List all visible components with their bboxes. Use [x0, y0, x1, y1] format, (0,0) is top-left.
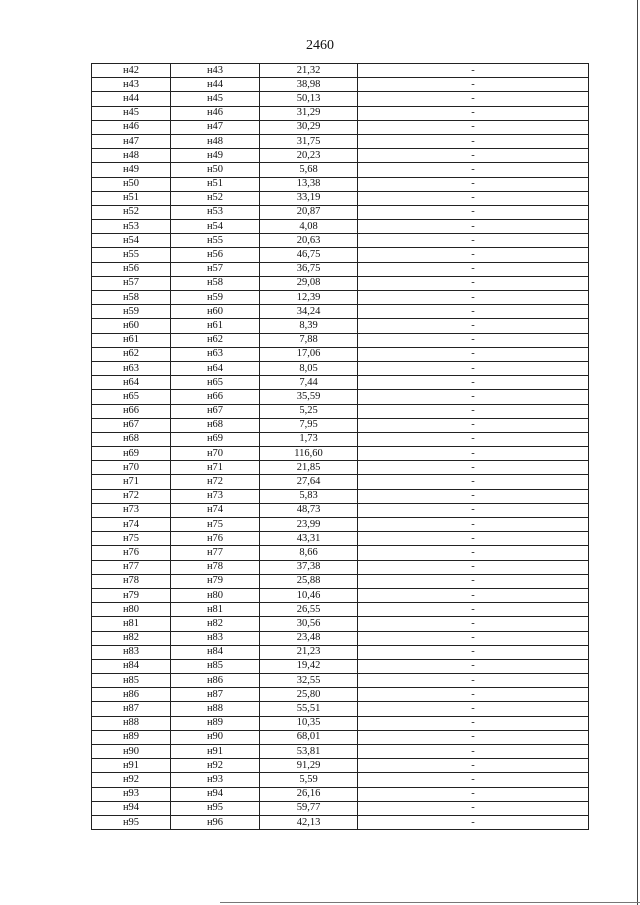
to-point-cell: н81	[171, 603, 260, 617]
table-row	[92, 291, 589, 305]
note-cell: -	[358, 674, 589, 688]
table-row	[92, 659, 589, 673]
length-cell: 4,08	[260, 220, 358, 234]
length-cell: 5,59	[260, 773, 358, 787]
table-row	[92, 546, 589, 560]
table-row	[92, 560, 589, 574]
from-point-cell: н90	[92, 745, 171, 759]
to-point-cell: н44	[171, 78, 260, 92]
table-row	[92, 574, 589, 588]
from-point-cell: н60	[92, 319, 171, 333]
to-point-cell: н56	[171, 248, 260, 262]
from-point-cell: н66	[92, 404, 171, 418]
to-point-cell: н93	[171, 773, 260, 787]
length-cell: 33,19	[260, 191, 358, 205]
length-cell: 32,55	[260, 674, 358, 688]
table-row	[92, 461, 589, 475]
to-point-cell: н77	[171, 546, 260, 560]
from-point-cell: н63	[92, 361, 171, 375]
from-point-cell: н47	[92, 134, 171, 148]
table-row	[92, 262, 589, 276]
scan-edge-line	[637, 0, 638, 905]
table-row	[92, 475, 589, 489]
table-row	[92, 333, 589, 347]
note-cell: -	[358, 815, 589, 829]
note-cell: -	[358, 631, 589, 645]
from-point-cell: н71	[92, 475, 171, 489]
note-cell: -	[358, 191, 589, 205]
note-cell: -	[358, 291, 589, 305]
note-cell: -	[358, 745, 589, 759]
table-row	[92, 305, 589, 319]
from-point-cell: н91	[92, 759, 171, 773]
table-row	[92, 787, 589, 801]
from-point-cell: н52	[92, 205, 171, 219]
length-cell: 42,13	[260, 815, 358, 829]
from-point-cell: н67	[92, 418, 171, 432]
to-point-cell: н57	[171, 262, 260, 276]
table-row	[92, 120, 589, 134]
table-row	[92, 418, 589, 432]
to-point-cell: н47	[171, 120, 260, 134]
note-cell: -	[358, 503, 589, 517]
note-cell: -	[358, 475, 589, 489]
note-cell: -	[358, 518, 589, 532]
to-point-cell: н52	[171, 191, 260, 205]
note-cell: -	[358, 645, 589, 659]
length-cell: 30,56	[260, 617, 358, 631]
note-cell: -	[358, 177, 589, 191]
to-point-cell: н53	[171, 205, 260, 219]
to-point-cell: н91	[171, 745, 260, 759]
length-cell: 1,73	[260, 432, 358, 446]
from-point-cell: н44	[92, 92, 171, 106]
to-point-cell: н68	[171, 418, 260, 432]
table-row	[92, 134, 589, 148]
length-cell: 31,29	[260, 106, 358, 120]
from-point-cell: н74	[92, 518, 171, 532]
length-cell: 13,38	[260, 177, 358, 191]
length-cell: 26,55	[260, 603, 358, 617]
table-body	[92, 64, 589, 830]
to-point-cell: н74	[171, 503, 260, 517]
from-point-cell: н75	[92, 532, 171, 546]
length-cell: 53,81	[260, 745, 358, 759]
note-cell: -	[358, 106, 589, 120]
from-point-cell: н59	[92, 305, 171, 319]
to-point-cell: н55	[171, 234, 260, 248]
table-row	[92, 149, 589, 163]
to-point-cell: н90	[171, 730, 260, 744]
to-point-cell: н45	[171, 92, 260, 106]
to-point-cell: н67	[171, 404, 260, 418]
to-point-cell: н70	[171, 447, 260, 461]
note-cell: -	[358, 163, 589, 177]
from-point-cell: н95	[92, 815, 171, 829]
note-cell: -	[358, 546, 589, 560]
length-cell: 8,66	[260, 546, 358, 560]
to-point-cell: н71	[171, 461, 260, 475]
note-cell: -	[358, 432, 589, 446]
note-cell: -	[358, 773, 589, 787]
note-cell: -	[358, 305, 589, 319]
table-row	[92, 759, 589, 773]
length-cell: 26,16	[260, 787, 358, 801]
to-point-cell: н46	[171, 106, 260, 120]
note-cell: -	[358, 361, 589, 375]
page-number: 2460	[306, 38, 334, 53]
from-point-cell: н54	[92, 234, 171, 248]
table-row	[92, 645, 589, 659]
to-point-cell: н89	[171, 716, 260, 730]
table-row	[92, 773, 589, 787]
to-point-cell: н48	[171, 134, 260, 148]
note-cell: -	[358, 205, 589, 219]
to-point-cell: н92	[171, 759, 260, 773]
to-point-cell: н66	[171, 390, 260, 404]
from-point-cell: н55	[92, 248, 171, 262]
table-row	[92, 532, 589, 546]
to-point-cell: н78	[171, 560, 260, 574]
note-cell: -	[358, 390, 589, 404]
table-row	[92, 361, 589, 375]
from-point-cell: н76	[92, 546, 171, 560]
from-point-cell: н85	[92, 674, 171, 688]
length-cell: 10,46	[260, 588, 358, 602]
length-cell: 7,44	[260, 376, 358, 390]
to-point-cell: н79	[171, 574, 260, 588]
length-cell: 12,39	[260, 291, 358, 305]
table-row	[92, 617, 589, 631]
note-cell: -	[358, 447, 589, 461]
length-cell: 91,29	[260, 759, 358, 773]
note-cell: -	[358, 574, 589, 588]
table-row	[92, 815, 589, 829]
length-cell: 8,39	[260, 319, 358, 333]
from-point-cell: н51	[92, 191, 171, 205]
length-cell: 20,63	[260, 234, 358, 248]
table-row	[92, 447, 589, 461]
from-point-cell: н93	[92, 787, 171, 801]
note-cell: -	[358, 319, 589, 333]
table-row	[92, 319, 589, 333]
from-point-cell: н77	[92, 560, 171, 574]
length-cell: 34,24	[260, 305, 358, 319]
note-cell: -	[358, 418, 589, 432]
from-point-cell: н58	[92, 291, 171, 305]
length-cell: 25,80	[260, 688, 358, 702]
length-cell: 27,64	[260, 475, 358, 489]
table-row	[92, 518, 589, 532]
to-point-cell: н80	[171, 588, 260, 602]
length-cell: 36,75	[260, 262, 358, 276]
note-cell: -	[358, 702, 589, 716]
from-point-cell: н83	[92, 645, 171, 659]
note-cell: -	[358, 532, 589, 546]
from-point-cell: н56	[92, 262, 171, 276]
to-point-cell: н60	[171, 305, 260, 319]
length-cell: 37,38	[260, 560, 358, 574]
table-row	[92, 163, 589, 177]
table-row	[92, 347, 589, 361]
table-row	[92, 432, 589, 446]
note-cell: -	[358, 64, 589, 78]
to-point-cell: н94	[171, 787, 260, 801]
note-cell: -	[358, 333, 589, 347]
to-point-cell: н73	[171, 489, 260, 503]
table-row	[92, 801, 589, 815]
from-point-cell: н79	[92, 588, 171, 602]
length-cell: 8,05	[260, 361, 358, 375]
length-cell: 7,95	[260, 418, 358, 432]
length-cell: 5,83	[260, 489, 358, 503]
from-point-cell: н73	[92, 503, 171, 517]
table-row	[92, 205, 589, 219]
table-row	[92, 220, 589, 234]
from-point-cell: н46	[92, 120, 171, 134]
length-cell: 48,73	[260, 503, 358, 517]
from-point-cell: н88	[92, 716, 171, 730]
table-row	[92, 191, 589, 205]
from-point-cell: н87	[92, 702, 171, 716]
table-row	[92, 702, 589, 716]
table-row	[92, 745, 589, 759]
to-point-cell: н88	[171, 702, 260, 716]
length-cell: 10,35	[260, 716, 358, 730]
to-point-cell: н83	[171, 631, 260, 645]
to-point-cell: н64	[171, 361, 260, 375]
from-point-cell: н57	[92, 276, 171, 290]
note-cell: -	[358, 461, 589, 475]
length-cell: 46,75	[260, 248, 358, 262]
note-cell: -	[358, 603, 589, 617]
length-cell: 38,98	[260, 78, 358, 92]
to-point-cell: н54	[171, 220, 260, 234]
length-cell: 5,25	[260, 404, 358, 418]
table-row	[92, 603, 589, 617]
note-cell: -	[358, 220, 589, 234]
length-cell: 35,59	[260, 390, 358, 404]
to-point-cell: н82	[171, 617, 260, 631]
to-point-cell: н85	[171, 659, 260, 673]
length-cell: 17,06	[260, 347, 358, 361]
table-row	[92, 276, 589, 290]
note-cell: -	[358, 149, 589, 163]
note-cell: -	[358, 78, 589, 92]
note-cell: -	[358, 276, 589, 290]
from-point-cell: н50	[92, 177, 171, 191]
to-point-cell: н58	[171, 276, 260, 290]
from-point-cell: н80	[92, 603, 171, 617]
to-point-cell: н76	[171, 532, 260, 546]
to-point-cell: н49	[171, 149, 260, 163]
note-cell: -	[358, 787, 589, 801]
note-cell: -	[358, 617, 589, 631]
from-point-cell: н89	[92, 730, 171, 744]
note-cell: -	[358, 262, 589, 276]
table-row	[92, 716, 589, 730]
note-cell: -	[358, 560, 589, 574]
length-cell: 116,60	[260, 447, 358, 461]
table-row	[92, 376, 589, 390]
length-cell: 21,23	[260, 645, 358, 659]
to-point-cell: н51	[171, 177, 260, 191]
from-point-cell: н65	[92, 390, 171, 404]
to-point-cell: н65	[171, 376, 260, 390]
from-point-cell: н53	[92, 220, 171, 234]
to-point-cell: н50	[171, 163, 260, 177]
note-cell: -	[358, 588, 589, 602]
length-cell: 20,87	[260, 205, 358, 219]
length-cell: 29,08	[260, 276, 358, 290]
from-point-cell: н70	[92, 461, 171, 475]
length-cell: 55,51	[260, 702, 358, 716]
to-point-cell: н72	[171, 475, 260, 489]
from-point-cell: н72	[92, 489, 171, 503]
note-cell: -	[358, 248, 589, 262]
from-point-cell: н43	[92, 78, 171, 92]
length-cell: 50,13	[260, 92, 358, 106]
length-cell: 5,68	[260, 163, 358, 177]
boundary-points-table	[91, 63, 589, 830]
to-point-cell: н61	[171, 319, 260, 333]
from-point-cell: н86	[92, 688, 171, 702]
to-point-cell: н43	[171, 64, 260, 78]
table-row	[92, 234, 589, 248]
note-cell: -	[358, 730, 589, 744]
from-point-cell: н42	[92, 64, 171, 78]
table-row	[92, 92, 589, 106]
table-row	[92, 106, 589, 120]
from-point-cell: н92	[92, 773, 171, 787]
note-cell: -	[358, 120, 589, 134]
length-cell: 30,29	[260, 120, 358, 134]
from-point-cell: н64	[92, 376, 171, 390]
table-row	[92, 177, 589, 191]
note-cell: -	[358, 759, 589, 773]
table-row	[92, 248, 589, 262]
to-point-cell: н62	[171, 333, 260, 347]
from-point-cell: н48	[92, 149, 171, 163]
table-row	[92, 64, 589, 78]
length-cell: 68,01	[260, 730, 358, 744]
note-cell: -	[358, 801, 589, 815]
note-cell: -	[358, 688, 589, 702]
from-point-cell: н68	[92, 432, 171, 446]
length-cell: 19,42	[260, 659, 358, 673]
table-row	[92, 631, 589, 645]
from-point-cell: н78	[92, 574, 171, 588]
length-cell: 20,23	[260, 149, 358, 163]
to-point-cell: н86	[171, 674, 260, 688]
to-point-cell: н95	[171, 801, 260, 815]
from-point-cell: н94	[92, 801, 171, 815]
note-cell: -	[358, 134, 589, 148]
note-cell: -	[358, 659, 589, 673]
to-point-cell: н63	[171, 347, 260, 361]
length-cell: 23,99	[260, 518, 358, 532]
from-point-cell: н82	[92, 631, 171, 645]
length-cell: 21,85	[260, 461, 358, 475]
table-row	[92, 404, 589, 418]
table-row	[92, 78, 589, 92]
from-point-cell: н69	[92, 447, 171, 461]
table-row	[92, 674, 589, 688]
note-cell: -	[358, 404, 589, 418]
note-cell: -	[358, 489, 589, 503]
table-row	[92, 588, 589, 602]
to-point-cell: н69	[171, 432, 260, 446]
from-point-cell: н81	[92, 617, 171, 631]
table-row	[92, 390, 589, 404]
note-cell: -	[358, 234, 589, 248]
length-cell: 25,88	[260, 574, 358, 588]
table-row	[92, 688, 589, 702]
to-point-cell: н75	[171, 518, 260, 532]
from-point-cell: н45	[92, 106, 171, 120]
length-cell: 59,77	[260, 801, 358, 815]
from-point-cell: н62	[92, 347, 171, 361]
table-row	[92, 503, 589, 517]
from-point-cell: н61	[92, 333, 171, 347]
scan-edge-line-bottom	[220, 902, 640, 903]
note-cell: -	[358, 716, 589, 730]
from-point-cell: н49	[92, 163, 171, 177]
length-cell: 23,48	[260, 631, 358, 645]
length-cell: 21,32	[260, 64, 358, 78]
to-point-cell: н96	[171, 815, 260, 829]
from-point-cell: н84	[92, 659, 171, 673]
table-row	[92, 730, 589, 744]
length-cell: 43,31	[260, 532, 358, 546]
to-point-cell: н84	[171, 645, 260, 659]
to-point-cell: н87	[171, 688, 260, 702]
length-cell: 31,75	[260, 134, 358, 148]
table-row	[92, 489, 589, 503]
note-cell: -	[358, 347, 589, 361]
note-cell: -	[358, 92, 589, 106]
to-point-cell: н59	[171, 291, 260, 305]
note-cell: -	[358, 376, 589, 390]
length-cell: 7,88	[260, 333, 358, 347]
